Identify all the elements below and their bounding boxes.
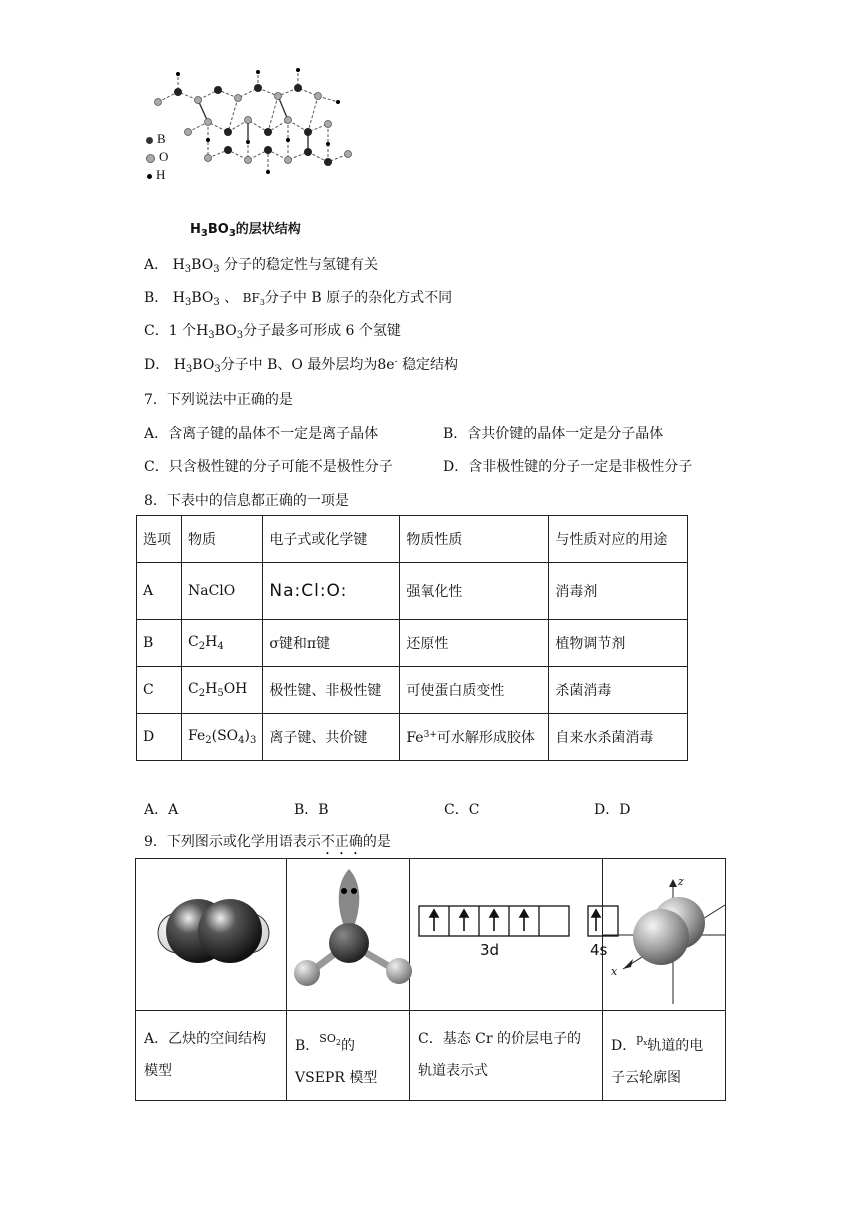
cell-property: 还原性: [400, 620, 549, 667]
table-row: [137, 620, 688, 667]
h3bo3-structure-figure: [148, 62, 363, 197]
q8-table: [136, 515, 688, 761]
q6-option-c[interactable]: C．1 个$H_3BO_3$分子最多可形成 6 个氢键: [144, 323, 401, 341]
image-row: [136, 859, 726, 1011]
legend-item-h: H: [146, 167, 165, 183]
q8-option-d[interactable]: D．D: [594, 802, 631, 818]
cell-substance: $Fe_2(SO_4)_3$: [182, 714, 263, 761]
cell-px-orbital-image: [603, 859, 726, 1011]
caption-a[interactable]: A．乙炔的空间结构模型: [144, 1031, 267, 1079]
caption-d[interactable]: D．$^{p_x}$轨道的电子云轮廓图: [611, 1032, 704, 1086]
cell-electron-formula: [263, 563, 400, 620]
q6-option-d[interactable]: D． $H_3BO_3$分子中 B、O 最外层均为8e- 稳定结构: [144, 357, 459, 375]
q7-option-d[interactable]: D．含非极性键的分子一定是非极性分子: [443, 459, 693, 475]
cell-property: $Fe^{3+}$可水解形成胶体: [400, 714, 549, 761]
cell-substance: $C_2H_5OH$: [182, 667, 263, 714]
cell-substance: NaClO: [182, 563, 263, 620]
emphasis-text: 不正确: [320, 834, 363, 850]
cell-acetylene-image: [136, 859, 287, 1011]
hydrogen-dot-icon: [147, 174, 152, 179]
cell-option: C: [137, 667, 182, 714]
so2-vsepr-model-image: [287, 859, 409, 1006]
cell-bond: 极性键、非极性键: [263, 667, 400, 714]
caption-b[interactable]: B．$^{SO_2}$的 VSEPR 模型: [295, 1032, 378, 1086]
q6-option-b[interactable]: B． $H_3BO_3$ 、 $BF_3$分子中 B 原子的杂化方式不同: [144, 290, 453, 308]
cell-option: A: [137, 563, 182, 620]
electron-formula: Na:Cl:O:: [269, 581, 348, 601]
q8-option-b[interactable]: B．B: [294, 802, 329, 818]
boron-dot-icon: [146, 137, 153, 144]
cell-caption-a: [136, 1011, 287, 1101]
px-orbital-image: [603, 859, 725, 1006]
axis-x-label: x: [611, 965, 618, 978]
header-cell: 物质: [182, 516, 263, 563]
acetylene-model-image: [136, 859, 286, 1006]
q8-option-a[interactable]: A．A: [144, 802, 179, 818]
table-row: [137, 714, 688, 761]
orbital-3d-label: 3d: [480, 941, 500, 959]
orbital-4s-label: 4s: [590, 941, 608, 959]
oxygen-dot-icon: [146, 154, 155, 163]
table-header-row: [137, 516, 688, 563]
cell-use: 杀菌消毒: [549, 667, 688, 714]
legend-item-o: O: [146, 149, 168, 165]
cell-bond: σ键和π键: [263, 620, 400, 667]
cell-caption-c: [410, 1011, 603, 1101]
q8-option-c[interactable]: C．C: [444, 802, 480, 818]
header-cell: 物质性质: [400, 516, 549, 563]
q6-option-a[interactable]: A． $H_3BO_3$ 分子的稳定性与氢键有关: [144, 257, 379, 275]
cell-use: 自来水杀菌消毒: [549, 714, 688, 761]
header-cell: 选项: [137, 516, 182, 563]
cell-caption-b: [287, 1011, 410, 1101]
axis-z-label: z: [678, 875, 684, 888]
cell-so2-image: [287, 859, 410, 1011]
cell-caption-d: [603, 1011, 726, 1101]
cell-property: 强氧化性: [400, 563, 549, 620]
caption-row: [136, 1011, 726, 1101]
table-row: [137, 667, 688, 714]
q9-table: [135, 858, 726, 1101]
cell-option: B: [137, 620, 182, 667]
q7-option-b[interactable]: B．含共价键的晶体一定是分子晶体: [443, 426, 664, 442]
cell-bond: 离子键、共价键: [263, 714, 400, 761]
q9-stem: 9．下列图示或化学用语表示不正确的是: [144, 834, 391, 850]
caption-c[interactable]: C．基态 Cr 的价层电子的轨道表示式: [418, 1031, 582, 1079]
q7-option-a[interactable]: A．含离子键的晶体不一定是离子晶体: [144, 426, 379, 442]
legend-item-b: B: [146, 131, 166, 147]
cell-use: 消毒剂: [549, 563, 688, 620]
header-cell: 与性质对应的用途: [549, 516, 688, 563]
cell-substance: $C_2H_4$: [182, 620, 263, 667]
cell-use: 植物调节剂: [549, 620, 688, 667]
cell-property: 可使蛋白质变性: [400, 667, 549, 714]
q8-stem: 8．下表中的信息都正确的一项是: [144, 493, 349, 509]
cr-orbital-diagram: [410, 859, 602, 1006]
cell-option: D: [137, 714, 182, 761]
q7-stem: 7．下列说法中正确的是: [144, 392, 293, 408]
cell-orbital-image: [410, 859, 608, 1011]
table-row: [137, 563, 688, 620]
header-cell: 电子式或化学键: [263, 516, 400, 563]
figure-caption: $H_3BO_3$的层状结构: [190, 222, 301, 239]
q7-option-c[interactable]: C．只含极性键的分子可能不是极性分子: [144, 459, 393, 475]
